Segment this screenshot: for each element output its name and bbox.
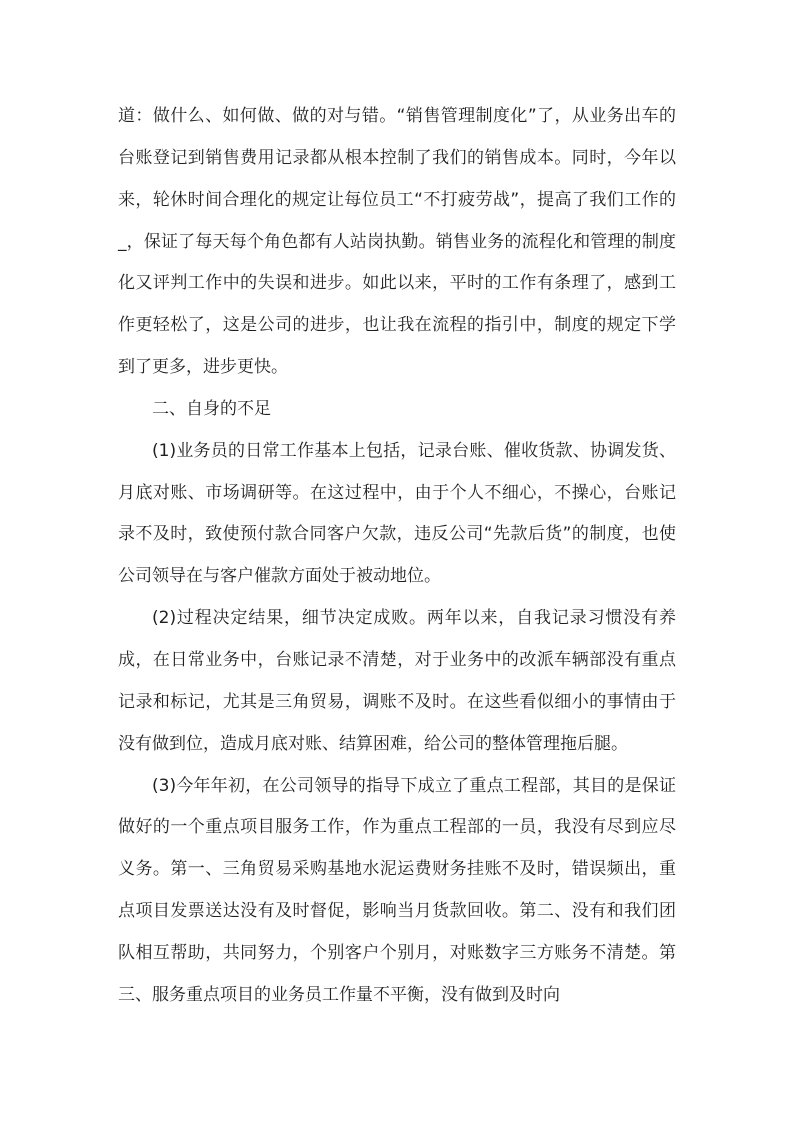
document-page (118, 96, 676, 1017)
paragraph-item-2: (2)过程决定结果，细节决定成败。两年以来，自我记录习惯没有养成，在日常业务中，台账记录不清楚，对于业务中的改派车辆部没有重点记录和标记，尤其是三角贸易，调账不及时。在这些看似细小的事情由于没有做到位，造成月底对账、结算困难，给公司的整体管理拖后腿。 (118, 608, 676, 754)
section-heading-shortcomings: 二、自身的不足 (152, 398, 271, 419)
paragraph-continuation: 道：做什么、如何做、做的对与错。“销售管理制度化”了，从业务出车的台账登记到销售费用记录都从根本控制了我们的销售成本。同时，今年以来，轮休时间合理化的规定让每位员工“不打疲劳战”，提高了我们工作的_，保证了每天每个角色都有人站岗执勤。销售业务的流程化和管理的制度化又评判工作中的失误和进步。如此以来，平时的工作有条理了，感到工作更轻松了，这是公司的进步，也让我在流程的指引中，制度的规定下学到了更多，进步更快。 (118, 106, 676, 378)
paragraph-item-3: (3)今年年初，在公司领导的指导下成立了重点工程部，其目的是保证做好的一个重点项目服务工作，作为重点工程部的一员，我没有尽到应尽义务。第一、三角贸易采购基地水泥运费财务挂账不及时，错误频出，重点项目发票送达没有及时督促，影响当月货款回收。第二、没有和我们团队相互帮助，共同努力，个别客户个别月，对账数字三方账务不清楚。第三、服务重点项目的业务员工作量不平衡，没有做到及时向 (118, 775, 676, 1005)
paragraph-item-1: (1)业务员的日常工作基本上包括，记录台账、催收货款、协调发货、月底对账、市场调研等。在这过程中，由于个人不细心，不操心，台账记录不及时，致使预付款合同客户欠款，违反公司“先款后货”的制度，也使公司领导在与客户催款方面处于被动地位。 (118, 440, 676, 587)
